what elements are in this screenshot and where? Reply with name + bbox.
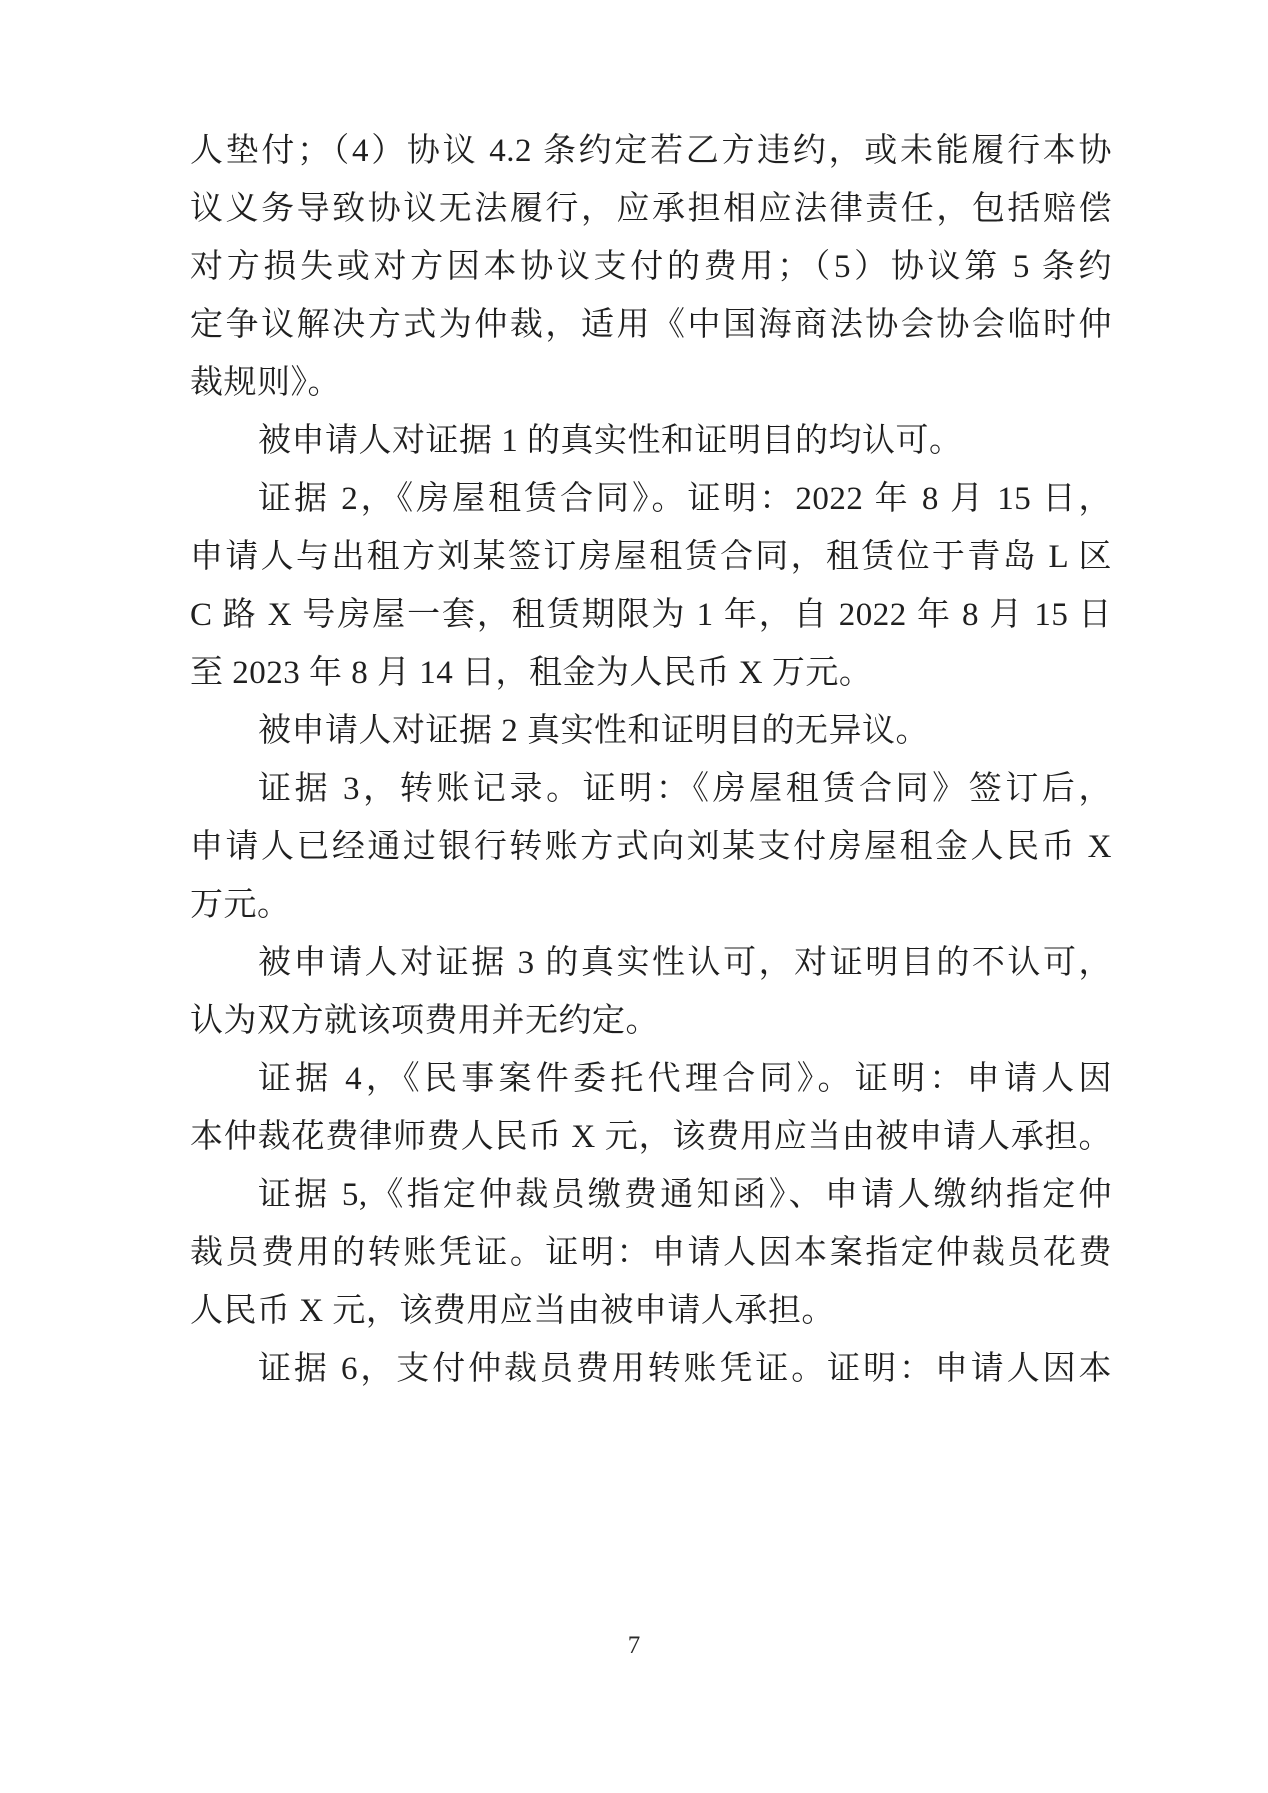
text-line: 万元。 <box>190 887 291 923</box>
text-line: 证据 4，《民事案件委托代理合同》。证明：申请人因 <box>258 1061 1112 1097</box>
text-line: 定争议解决方式为仲裁，适用《中国海商法协会协会临时仲 <box>190 307 1112 343</box>
text-line: 对方损失或对方因本协议支付的费用；（5）协议第 5 条约 <box>190 249 1113 285</box>
text-line: 人垫付；（4）协议 4.2 条约定若乙方违约，或未能履行本协 <box>190 133 1112 169</box>
document-body <box>190 122 1112 1398</box>
text-line: 证据 6，支付仲裁员费用转账凭证。证明：申请人因本 <box>258 1351 1112 1387</box>
text-line: C 路 X 号房屋一套，租赁期限为 1 年，自 2022 年 8 月 15 日 <box>190 597 1112 633</box>
text-line: 被申请人对证据 2 真实性和证明目的无异议。 <box>258 713 929 749</box>
text-line: 证据 3，转账记录。证明：《房屋租赁合同》签订后， <box>258 771 1112 807</box>
text-line: 申请人与出租方刘某签订房屋租赁合同，租赁位于青岛 L 区 <box>190 539 1112 575</box>
text-line: 被申请人对证据 1 的真实性和证明目的均认可。 <box>258 423 963 459</box>
text-line: 认为双方就该项费用并无约定。 <box>190 1003 659 1039</box>
text-line: 至 2023 年 8 月 14 日，租金为人民币 X 万元。 <box>190 655 873 691</box>
text-line: 议义务导致协议无法履行，应承担相应法律责任，包括赔偿 <box>190 191 1112 227</box>
text-line: 本仲裁花费律师费人民币 X 元，该费用应当由被申请人承担。 <box>190 1119 1112 1155</box>
text-line: 被申请人对证据 3 的真实性认可，对证明目的不认可， <box>258 945 1112 981</box>
text-line: 申请人已经通过银行转账方式向刘某支付房屋租金人民币 X <box>190 829 1112 865</box>
text-line: 证据 2，《房屋租赁合同》。证明：2022 年 8 月 15 日， <box>258 481 1112 517</box>
text-line: 人民币 X 元，该费用应当由被申请人承担。 <box>190 1293 835 1329</box>
text-line: 裁员费用的转账凭证。证明：申请人因本案指定仲裁员花费 <box>190 1235 1112 1271</box>
text-line: 证据 5,《指定仲裁员缴费通知函》、申请人缴纳指定仲 <box>258 1177 1112 1213</box>
page-number: 7 <box>627 1632 641 1659</box>
text-line: 裁规则》。 <box>190 365 341 401</box>
